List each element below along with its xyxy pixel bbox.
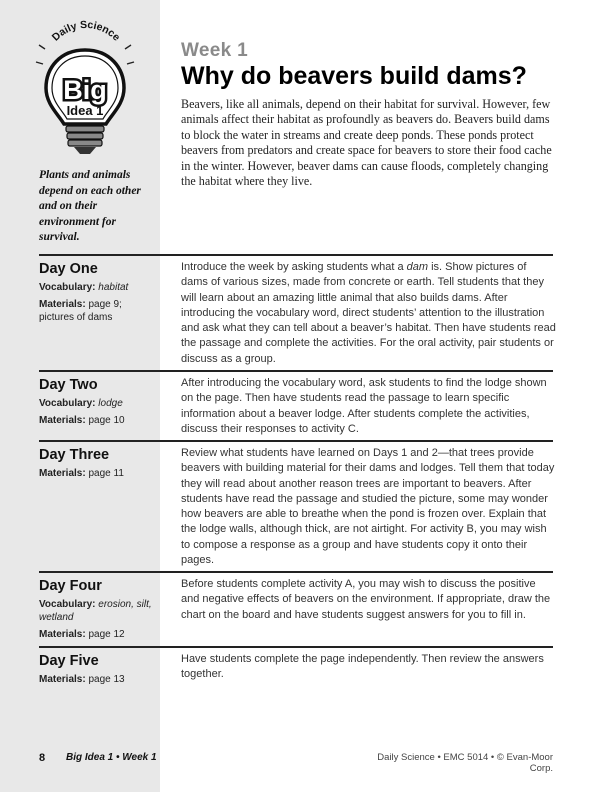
vocabulary-words: habitat [98,282,129,293]
section-divider [39,254,553,256]
materials-value: page 12 [88,629,125,640]
vocabulary-words: erosion, silt, wetland [39,599,152,623]
page-title: Why do beavers build dams? [181,62,527,90]
day-four-title: Day Four [39,578,102,594]
section-divider [39,646,553,648]
day-four-meta [39,598,157,641]
materials-label: Materials: [39,299,86,310]
day-three-text: Review what students have learned on Days 1 and 2—that trees provide beavers with building material for their dams and lodges. Tell them that today they will read about another reason trees are important to beavers. After students have read the passage and studied the picture, some may wonder how beavers are able to breathe when the pond is frozen over. Explain that the lodge walls, although thick, are not airtight. For activity B, you may wish to compose a response as a group and have students copy it onto their pages. [181,447,555,567]
big-idea-logo [30,20,140,160]
day-five-title: Day Five [39,653,99,669]
day-five-meta [39,673,157,686]
materials-value: page 10 [88,415,125,426]
lightbulb-icon [30,20,140,160]
materials-label: Materials: [39,468,86,479]
day-one-title: Day One [39,261,98,277]
section-divider [39,370,553,372]
day-three-title: Day Three [39,447,110,463]
day-two-title: Day Two [39,377,98,393]
logo-idea-text: Idea 1 [66,103,104,118]
svg-text:Daily Science [50,20,123,44]
section-divider [39,571,553,573]
materials-value: page 9; pictures of dams [39,299,122,323]
materials-label: Materials: [39,629,86,640]
day-one-text: Introduce the week by asking students what a dam is. Show pictures of dams of various sizes, made from concrete or earth. Tell students that they will learn about an amazing little animal that also builds dams. After introducing the vocabulary word, direct students’ attention to the illustration and ask what they can tell about a beaver’s habitat. Then have students read the passage and complete the activities. For the oral activity, pair students or discuss as a group. [181,261,556,365]
day-one-meta [39,281,157,324]
week-label: Week 1 [181,40,248,61]
vocabulary-words: lodge [98,398,123,409]
page-number: 8 [39,752,46,764]
vocabulary-label: Vocabulary: [39,398,96,409]
logo-big-text: Big [63,75,107,105]
day-two-meta [39,397,157,427]
section-divider [39,440,553,442]
sidebar-big-idea-text: Plants and animals depend on each other and on their environment for survival. [39,169,141,243]
day-two-text: After introducing the vocabulary word, ask students to find the lodge shown on the page. Then have students read the passage to learn specific information about a beaver lodge. After students complete the activities, discuss their responses to activity C. [181,377,547,435]
materials-value: page 13 [88,674,125,685]
day-three-meta [39,467,157,480]
footer-copyright: Daily Science • EMC 5014 • © Evan-Moor Corp. [377,752,553,774]
materials-value: page 11 [88,468,124,479]
day-four-text: Before students complete activity A, you may wish to discuss the positive and negative effects of beavers on the environment. If appropriate, draw the chart on the board and have students suggest answers for you to fill in. [181,578,551,621]
materials-label: Materials: [39,674,86,685]
day-five-text: Have students complete the page independently. Then review the answers together. [181,653,544,681]
materials-label: Materials: [39,415,86,426]
footer-section-label: Big Idea 1 • Week 1 [66,752,157,763]
intro-paragraph: Beavers, like all animals, depend on their habitat for survival. However, few animals affect their habitat as profoundly as beavers do. Beavers build dams to block the water in streams and create deep ponds. These ponds protect beavers from predators and create space for beavers to store their food cache in the winter. However, beaver dams can cause floods, completely changing the habitat where they live. [181,97,552,189]
vocabulary-label: Vocabulary: [39,282,96,293]
vocabulary-label: Vocabulary: [39,599,96,610]
logo-arc-text: Daily Science [49,20,123,44]
